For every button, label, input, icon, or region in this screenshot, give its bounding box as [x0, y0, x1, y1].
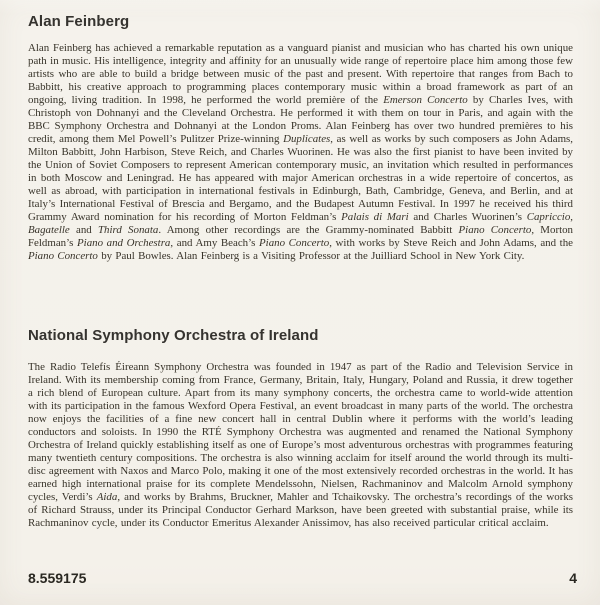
section-heading-alan-feinberg: Alan Feinberg — [28, 13, 130, 30]
section-heading-national-symphony-orchestra: National Symphony Orchestra of Ireland — [28, 327, 319, 344]
catalog-number: 8.559175 — [28, 570, 87, 586]
page-number: 4 — [569, 570, 577, 586]
alan-feinberg-biography-paragraph: Alan Feinberg has achieved a remarkable reputation as a vanguard pianist and musician who has charted his own unique path in music. His intelligence, integrity and affinity for an unusually wide range of repertoire place him among those few artists who are able to build a bridge between music of the past and present. With repertoire that ranges from Bach to Babbitt, his creative approach to programming places contemporary music within a broad framework as part of an ongoing, living tradition. In 1998, he performed the world première of the Emerson Concerto by Charles Ives, with Christoph von Dohnanyi and the Cleveland Orchestra. He performed it with them on tour in Paris, and again with the BBC Symphony Orchestra and Dohnanyi at the London Proms. Alan Feinberg has over two hundred premières to his credit, among them Mel Powell’s Pulitzer Prize-winning Duplicates, as well as works by such composers as John Adams, Milton Babbitt, John Harbison, Steve Reich, and Charles Wuorinen. He was also the first pianist to have been invited by the Union of Soviet Composers to represent American contemporary music, an invitation which resulted in performances in both Moscow and Leningrad. He has appeared with major American orchestras in a wide repertoire of concertos, as well as abroad, with participation in international festivals in Edinburgh, Bath, Cambridge, Geneva, and Berlin, and at Italy’s International Festival of Brescia and Bergamo, and the Budapest Autumn Festival. In 1997 he received his third Grammy Award nomination for his recording of Morton Feldman’s Palais di Mari and Charles Wuorinen’s Capriccio, Bagatelle and Third Sonata. Among other recordings are the Grammy-nominated Babbitt Piano Concerto, Morton Feldman’s Piano and Orchestra, and Amy Beach’s Piano Concerto, with works by Steve Reich and John Adams, and the Piano Concerto by Paul Bowles. Alan Feinberg is a Visiting Professor at the Juilliard School in New York City. — [28, 42, 573, 262]
national-symphony-orchestra-paragraph: The Radio Telefís Éireann Symphony Orchestra was founded in 1947 as part of the Radio and Television Service in Ireland. With its membership coming from France, Germany, Britain, Italy, Hungary, Poland and Russia, it drew together a rich blend of European culture. Apart from its many symphony concerts, the orchestra came to world-wide attention with its participation in the famous Wexford Opera Festival, an event broadcast in many parts of the world. The orchestra now enjoys the facilities of a fine new concert hall in central Dublin where it performs with the world’s leading conductors and soloists. In 1990 the RTÉ Symphony Orchestra was augmented and renamed the National Symphony Orchestra of Ireland quickly establishing itself as one of Europe’s most adventurous orchestras with programmes featuring many twentieth century compositions. The orchestra is also winning acclaim for itself around the world through its multi-disc agreement with Naxos and Marco Polo, making it one of the most extensively recorded orchestras in the world. It has earned high international praise for its complete Mendelssohn, Nielsen, Rachmaninov and Malcolm Arnold symphony cycles, Verdi’s Aida, and works by Brahms, Bruckner, Mahler and Tchaikovsky. The orchestra’s recordings of the works of Richard Strauss, under its Principal Conductor Gerhard Markson, have been greeted with substantial praise, while its Rachmaninov cycle, under its Conductor Emeritus Alexander Anissimov, has also received particular critical acclaim. — [28, 361, 573, 529]
